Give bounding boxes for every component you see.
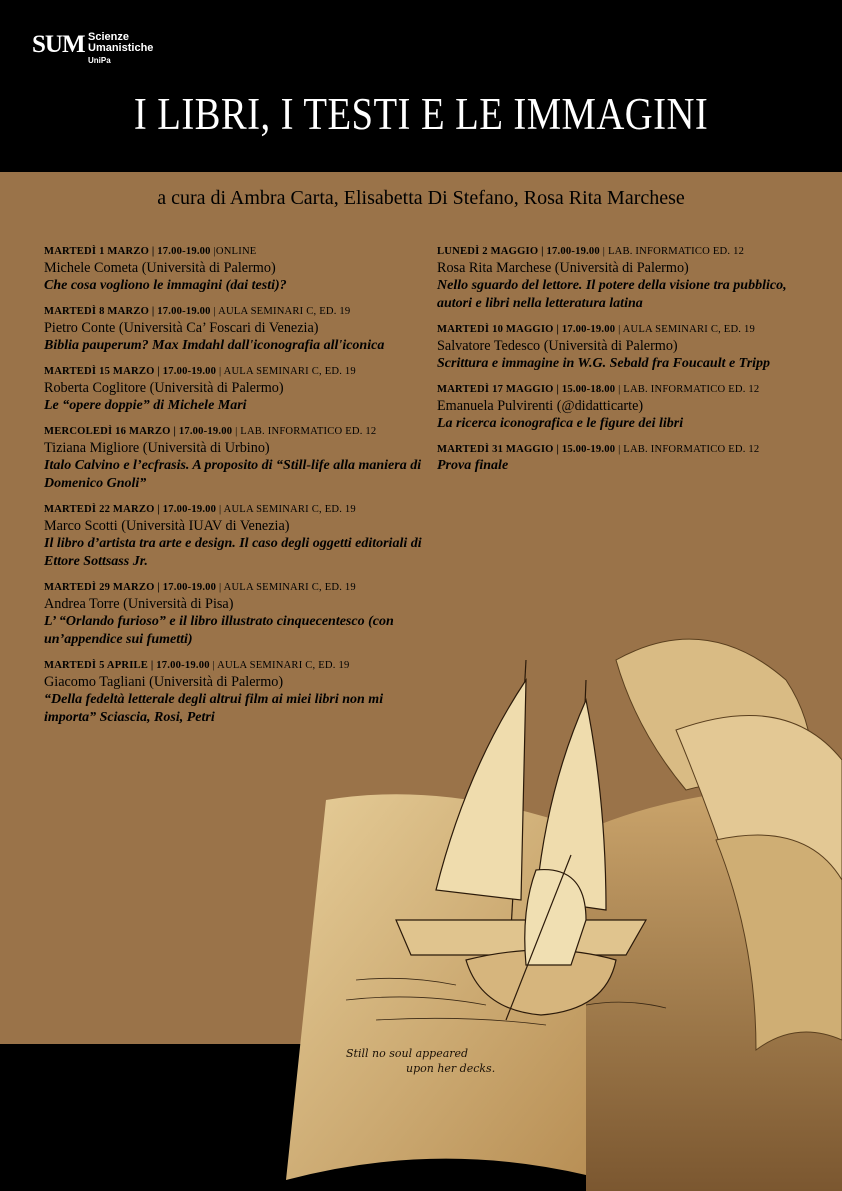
event-item — [44, 244, 424, 295]
event-date: MARTEDÌ 8 MARZO | 17.00-19.00 — [44, 306, 211, 317]
event-topic: Biblia pauperum? Max Imdahl dall'iconografia all'iconica — [44, 338, 385, 353]
event-date: MARTEDÌ 17 MAGGIO | 15.00-18.00 — [437, 384, 616, 395]
event-topic: Le “opere doppie” di Michele Mari — [44, 398, 247, 413]
event-place: | AULA SEMINARI C, ED. 19 — [209, 660, 350, 671]
event-item — [44, 424, 424, 493]
event-date: MARTEDÌ 29 MARZO | 17.00-19.00 — [44, 582, 217, 593]
event-place: | AULA SEMINARI C, ED. 19 — [216, 504, 356, 515]
event-place: | AULA SEMINARI C, ED. 19 — [210, 306, 351, 317]
logo-line3: UniPa — [88, 56, 111, 65]
event-place: | AULA SEMINARI C, ED. 19 — [216, 582, 356, 593]
page-subtitle: a cura di Ambra Carta, Elisabetta Di Stefano, Rosa Rita Marchese — [157, 187, 685, 209]
event-item — [44, 502, 424, 571]
event-speaker: Giacomo Tagliani (Università di Palermo) — [44, 674, 284, 690]
event-meta — [44, 424, 424, 439]
event-date: MERCOLEDÌ 16 MARZO | 17.00-19.00 — [44, 426, 233, 437]
event-meta — [44, 580, 424, 595]
event-meta — [44, 658, 424, 673]
event-speaker: Emanuela Pulvirenti (@didatticarte) — [437, 398, 644, 414]
illustration-caption-2: upon her decks. — [406, 1062, 496, 1075]
event-speaker: Salvatore Tedesco (Università di Palermo) — [437, 338, 678, 354]
event-meta — [44, 304, 424, 319]
event-speaker: Tiziana Migliore (Università di Urbino) — [44, 440, 270, 456]
event-item — [44, 658, 424, 727]
page-title: I LIBRI, I TESTI E LE IMMAGINI — [133, 89, 709, 139]
event-place: | AULA SEMINARI C, ED. 19 — [216, 366, 356, 377]
event-topic: La ricerca iconografica e le figure dei libri — [437, 416, 684, 431]
event-place: | LAB. INFORMATICO ED. 12 — [615, 444, 760, 455]
schedule-left-column — [44, 244, 424, 736]
event-place: | LAB. INFORMATICO ED. 12 — [599, 246, 745, 257]
event-speaker: Michele Cometa (Università di Palermo) — [44, 260, 276, 276]
event-meta — [44, 364, 424, 379]
event-meta — [44, 502, 424, 517]
event-meta — [44, 244, 424, 259]
event-item — [437, 244, 817, 313]
event-meta — [437, 322, 817, 337]
event-speaker: Marco Scotti (Università IUAV di Venezia) — [44, 518, 290, 534]
event-place: | AULA SEMINARI C, ED. 19 — [615, 324, 755, 335]
event-place: |ONLINE — [210, 246, 257, 257]
event-item — [44, 580, 424, 649]
event-speaker: Andrea Torre (Università di Pisa) — [44, 596, 234, 612]
event-place: | LAB. INFORMATICO ED. 12 — [615, 384, 760, 395]
event-speaker: Rosa Rita Marchese (Università di Palermo) — [437, 260, 689, 276]
event-date: MARTEDÌ 5 APRILE | 17.00-19.00 — [44, 660, 210, 671]
event-topic: Scrittura e immagine in W.G. Sebald fra Foucault e Tripp — [437, 356, 771, 371]
event-item — [437, 442, 817, 475]
logo-line2: Umanistiche — [88, 42, 154, 54]
event-date: MARTEDÌ 15 MARZO | 17.00-19.00 — [44, 366, 217, 377]
event-topic: Il libro d’artista tra arte e design. Il caso degli oggetti editoriali di Ettore Sottsass Jr. — [44, 536, 422, 569]
event-date: LUNEDÌ 2 MAGGIO | 17.00-19.00 — [437, 246, 600, 257]
event-meta — [437, 442, 817, 457]
logo-sum: SUM — [32, 31, 85, 58]
event-item — [44, 304, 424, 355]
event-meta — [437, 382, 817, 397]
event-topic: L’ “Orlando furioso” e il libro illustrato cinquecentesco (con un’appendice sui fumetti) — [44, 614, 394, 647]
event-topic: “Della fedeltà letterale degli altrui film ai miei libri non mi importa” Sciascia, Rosi, Petri — [44, 692, 384, 725]
event-place: | LAB. INFORMATICO ED. 12 — [232, 426, 377, 437]
event-item — [44, 364, 424, 415]
event-topic: Nello sguardo del lettore. Il potere della visione tra pubblico, autori e libri nella letteratura latina — [437, 278, 787, 311]
schedule-right-column — [437, 244, 817, 484]
event-topic: Italo Calvino e l’ecfrasis. A proposito di “Still-life alla maniera di Domenico Gnoli” — [44, 458, 422, 491]
event-item — [437, 322, 817, 373]
event-date: MARTEDÌ 10 MAGGIO | 17.00-19.00 — [437, 324, 616, 335]
logo-line1: Scienze — [88, 31, 129, 43]
illustration-caption-1: Still no soul appeared — [346, 1047, 469, 1060]
event-date: MARTEDÌ 22 MARZO | 17.00-19.00 — [44, 504, 217, 515]
event-item — [437, 382, 817, 433]
event-date: MARTEDÌ 31 MAGGIO | 15.00-19.00 — [437, 444, 616, 455]
event-date: MARTEDÌ 1 MARZO | 17.00-19.00 — [44, 246, 211, 257]
event-topic: Che cosa vogliono le immagini (dai testi)? — [44, 278, 287, 293]
event-speaker: Pietro Conte (Università Ca’ Foscari di Venezia) — [44, 320, 319, 336]
event-topic: Prova finale — [437, 458, 509, 473]
event-speaker: Roberta Coglitore (Università di Palermo) — [44, 380, 284, 396]
event-meta — [437, 244, 817, 259]
